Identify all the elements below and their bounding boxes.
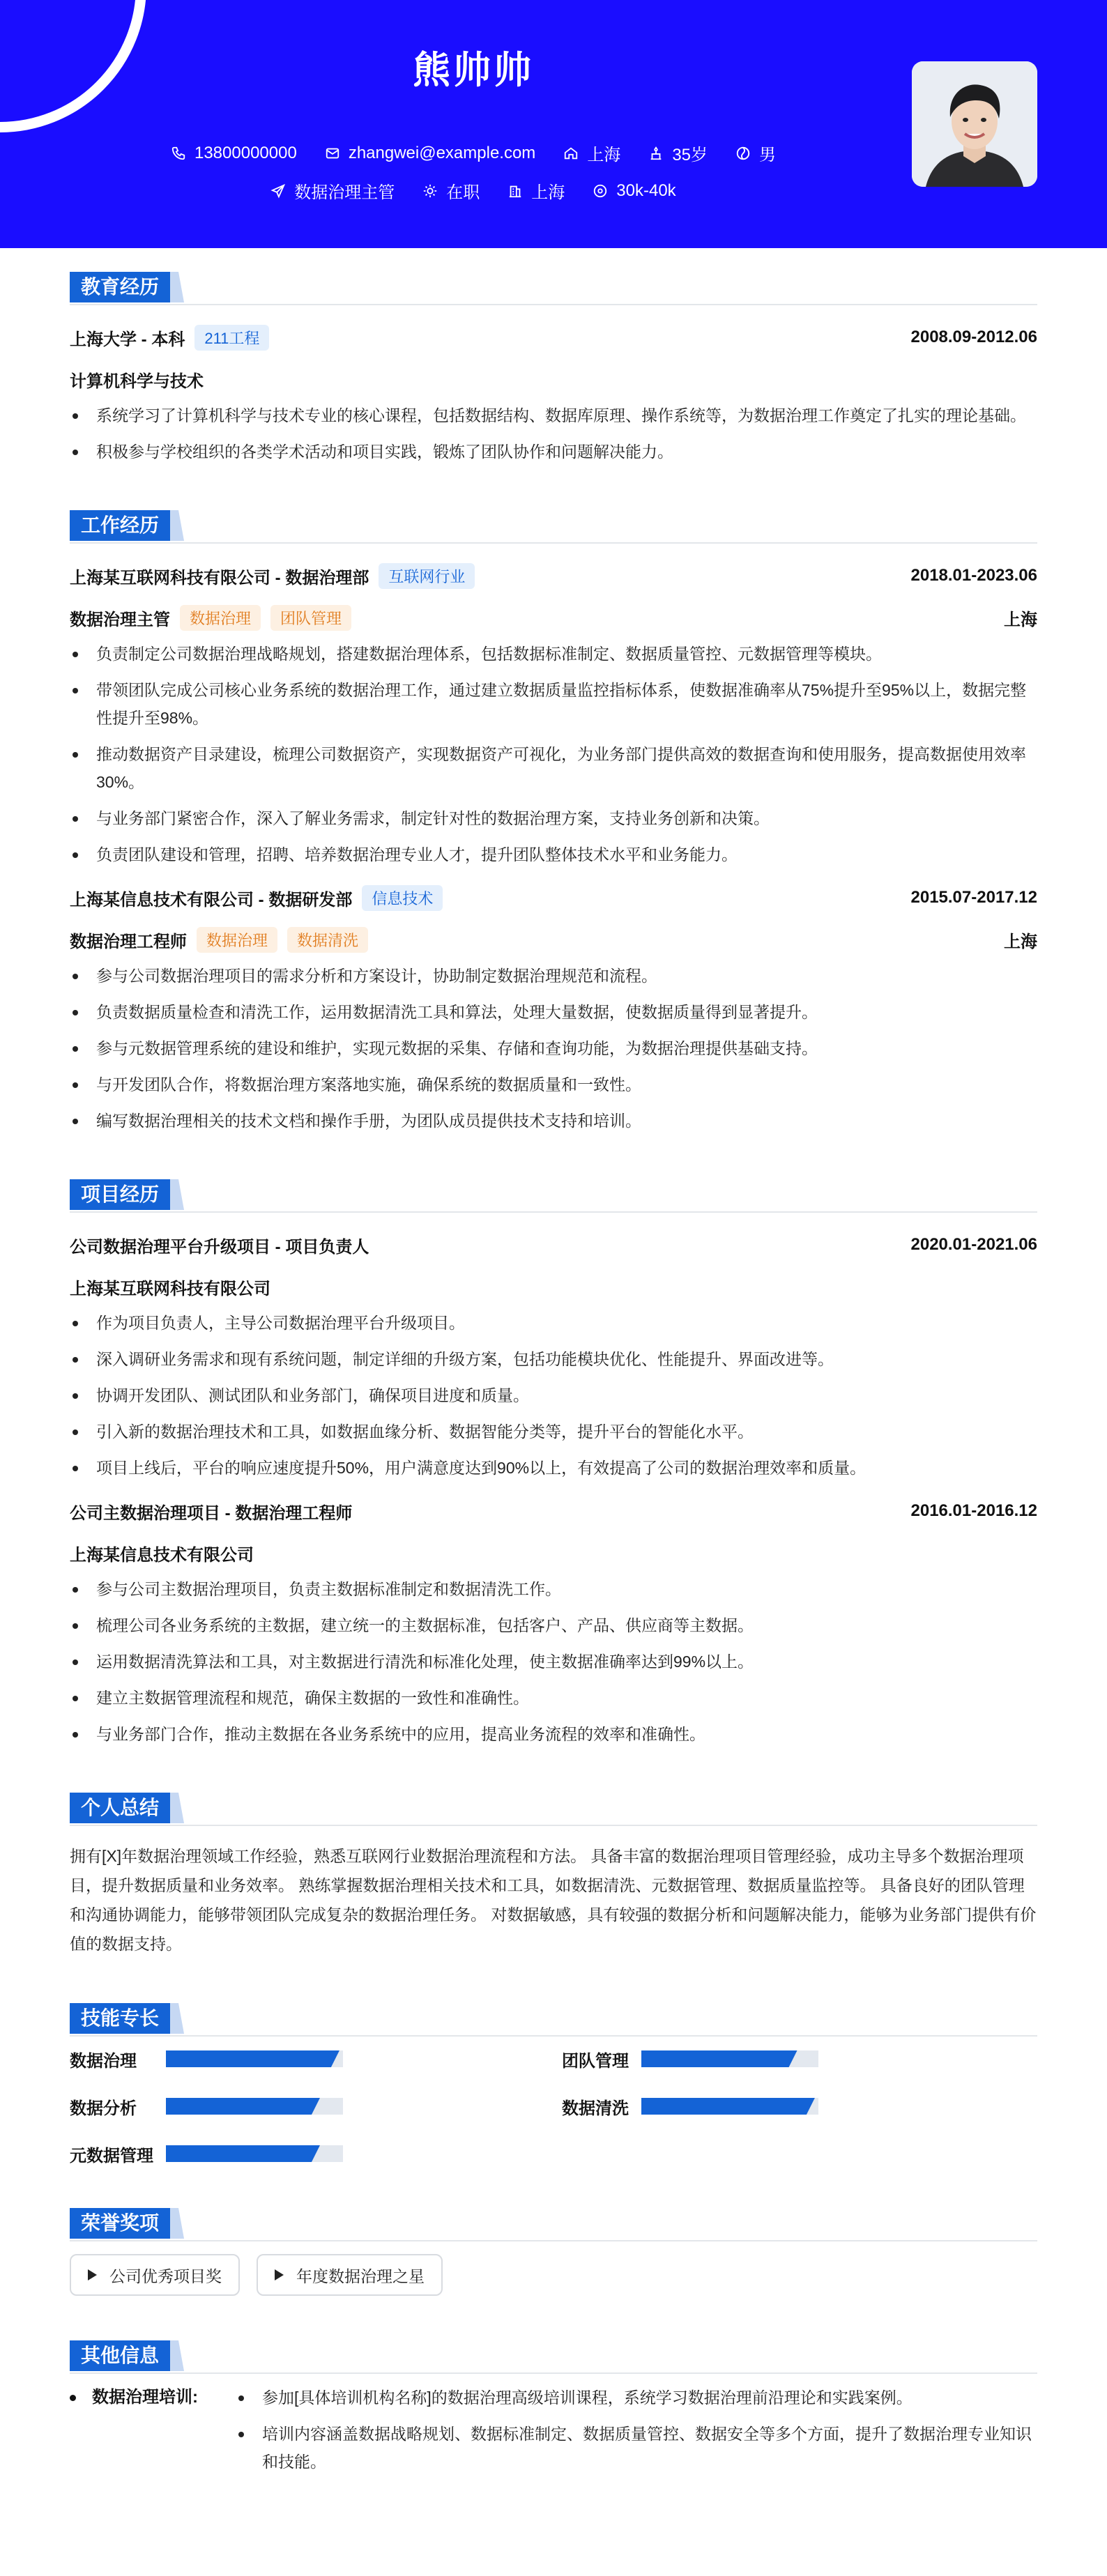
skill-name: 数据治理 <box>70 2051 137 2071</box>
other-bullets <box>236 2384 1037 2484</box>
other-section-title <box>70 2317 1037 2366</box>
skill-item <box>562 2049 1037 2069</box>
skill-bar-fill <box>166 2098 320 2115</box>
list-item: 负责制定公司数据治理战略规划，搭建数据治理体系，包括数据标准制定、数据质量管控、元数据管理等模块。 <box>70 640 1037 668</box>
email-info <box>325 144 536 163</box>
section-tag: 技能专长 <box>70 2003 170 2034</box>
resume-body <box>70 248 1037 2484</box>
skill-tag: 数据清洗 <box>287 927 368 953</box>
project-period: 2020.01-2021.06 <box>910 1235 1037 1254</box>
list-item: 参与公司数据治理项目的需求分析和方案设计，协助制定数据治理规范和流程。 <box>70 962 1037 990</box>
candidate-name: 熊帅帅 <box>413 49 534 91</box>
avatar <box>912 61 1037 187</box>
list-item: 引入新的数据治理技术和工具，如数据血缘分析、数据智能分类等，提升平台的智能化水平。 <box>70 1418 1037 1446</box>
list-item: 推动数据资产目录建设，梳理公司数据资产，实现数据资产可视化，为业务部门提供高效的数据查询和使用服务，提高数据使用效率30%。 <box>70 740 1037 796</box>
industry-tag: 信息技术 <box>362 885 443 911</box>
job-period: 2015.07-2017.12 <box>910 888 1037 907</box>
location-text: 上海 <box>587 146 621 164</box>
project-entry-1 <box>70 1231 1037 1482</box>
work-entry-2 <box>70 884 1037 1135</box>
skill-bar-fill <box>641 2050 797 2067</box>
skill-bar <box>166 2050 343 2067</box>
company-name: 上海某信息技术有限公司 - 数据研发部 <box>70 890 353 910</box>
list-item: 系统学习了计算机科学与技术专业的核心课程，包括数据结构、数据库原理、操作系统等，为数据治理工作奠定了扎实的理论基础。 <box>70 401 1037 429</box>
school-name: 上海大学 - 本科 <box>70 330 185 349</box>
major <box>70 365 1037 393</box>
position-text: 数据治理主管 <box>294 183 395 202</box>
award-badge <box>257 2254 443 2296</box>
age-text: 35岁 <box>672 146 708 164</box>
position-icon <box>270 183 286 199</box>
skill-item <box>70 2096 562 2116</box>
section-divider <box>70 304 1037 305</box>
skill-item <box>70 2144 562 2163</box>
city-info <box>507 178 565 203</box>
skill-tag: 数据治理 <box>197 927 277 953</box>
skills-section-title <box>70 1979 1037 2029</box>
age-icon <box>648 146 664 161</box>
education-entry <box>70 323 1037 466</box>
job-city: 上海 <box>1004 932 1037 951</box>
list-item: 与业务部门紧密合作，深入了解业务需求，制定针对性的数据治理方案，支持业务创新和决策。 <box>70 804 1037 832</box>
section-divider <box>70 2035 1037 2037</box>
section-divider <box>70 2240 1037 2241</box>
list-item: 负责团队建设和管理，招聘、培养数据治理专业人才，提升团队整体技术水平和业务能力。 <box>70 841 1037 868</box>
project-header <box>70 1231 1037 1259</box>
city-icon <box>507 183 523 199</box>
section-divider <box>70 2372 1037 2374</box>
location-info <box>563 141 620 165</box>
project-company-row <box>70 1539 1037 1567</box>
phone-text: 13800000000 <box>194 143 297 162</box>
status-text: 在职 <box>446 183 480 202</box>
skill-tag: 团队管理 <box>270 605 351 631</box>
skill-tag: 数据治理 <box>180 605 261 631</box>
list-item: 培训内容涵盖数据战略规划、数据标准制定、数据质量管控、数据安全等多个方面，提升了数据治理专业知识和技能。 <box>236 2420 1037 2476</box>
award-badge <box>70 2254 240 2296</box>
job-city: 上海 <box>1004 610 1037 629</box>
list-item: 建立主数据管理流程和规范，确保主数据的一致性和准确性。 <box>70 1684 1037 1712</box>
mail-icon <box>325 146 340 161</box>
section-tag: 个人总结 <box>70 1793 170 1823</box>
gender-info <box>735 141 776 165</box>
list-item: 梳理公司各业务系统的主数据，建立统一的主数据标准，包括客户、产品、供应商等主数据。 <box>70 1611 1037 1639</box>
email-text: zhangwei@example.com <box>348 143 536 162</box>
work-section-title <box>70 486 1037 536</box>
project-company: 上海某信息技术有限公司 <box>70 1545 254 1565</box>
city-text: 上海 <box>531 183 565 202</box>
project-entry-2 <box>70 1497 1037 1748</box>
job-header <box>70 562 1037 590</box>
salary-text: 30k-40k <box>616 181 676 200</box>
summary-section-title <box>70 1769 1037 1818</box>
status-info <box>422 178 480 203</box>
job-period: 2018.01-2023.06 <box>910 566 1037 585</box>
work-entry-1 <box>70 562 1037 868</box>
other-info <box>70 2384 1037 2484</box>
summary-text: 拥有[X]年数据治理领域工作经验，熟悉互联网行业数据治理流程和方法。 具备丰富的数据治理项目管理经验，成功主导多个数据治理项目，提升数据质量和业务效率。 熟练掌握数据治理相关技术和工具，如数据清洗、元数据管理、数据质量监控等。 具备良好的团队管理和沟通协调能力，能够带领团队完成复杂的数据治理任务。 对数据敏感，具有较强的数据分析和问题解决能力，能够为业务部门提供有价值的数据支持。 <box>70 1847 1037 1953</box>
status-icon <box>422 183 438 199</box>
job-bullets <box>70 640 1037 868</box>
list-item: 与开发团队合作，将数据治理方案落地实施，确保系统的数据质量和一致性。 <box>70 1071 1037 1098</box>
award-name: 年度数据治理之星 <box>296 2267 425 2285</box>
play-icon <box>88 2269 97 2280</box>
salary-icon <box>593 183 608 199</box>
company-name: 上海某互联网科技有限公司 - 数据治理部 <box>70 568 369 588</box>
phone-info <box>171 144 297 163</box>
list-item: 运用数据清洗算法和工具，对主数据进行清洗和标准化处理，使主数据准确率达到99%以上。 <box>70 1648 1037 1676</box>
contact-row <box>0 141 947 165</box>
job-bullets <box>70 962 1037 1135</box>
list-item: 项目上线后，平台的响应速度提升50%，用户满意度达到90%以上，有效提高了公司的数据治理效率和质量。 <box>70 1454 1037 1482</box>
section-tag: 项目经历 <box>70 1179 170 1210</box>
list-item: 作为项目负责人，主导公司数据治理平台升级项目。 <box>70 1309 1037 1337</box>
list-item: 编写数据治理相关的技术文档和操作手册，为团队成员提供技术支持和培训。 <box>70 1107 1037 1135</box>
major-name: 计算机科学与技术 <box>70 371 204 391</box>
education-period: 2008.09-2012.06 <box>910 328 1037 346</box>
age-info <box>648 141 708 165</box>
awards-list <box>70 2254 1037 2296</box>
job-role: 数据治理工程师 <box>70 932 187 951</box>
skill-name: 数据分析 <box>70 2099 137 2118</box>
project-bullets <box>70 1309 1037 1482</box>
gender-icon <box>735 146 751 161</box>
list-item: 与业务部门合作，推动主数据在各业务系统中的应用，提高业务流程的效率和准确性。 <box>70 1720 1037 1748</box>
project-company: 上海某互联网科技有限公司 <box>70 1279 270 1298</box>
skill-item <box>562 2096 1037 2116</box>
skills-grid <box>70 2049 1037 2163</box>
list-item: 参与公司主数据治理项目，负责主数据标准制定和数据清洗工作。 <box>70 1575 1037 1603</box>
skill-bar-fill <box>641 2098 815 2115</box>
job-role: 数据治理主管 <box>70 610 170 629</box>
home-icon <box>563 146 579 161</box>
job-intent-row <box>0 178 947 203</box>
skill-bar <box>641 2098 818 2115</box>
play-icon <box>275 2269 284 2280</box>
list-item: 参加[具体培训机构名称]的数据治理高级培训课程，系统学习数据治理前沿理论和实践案例。 <box>236 2384 1037 2412</box>
phone-icon <box>171 146 186 161</box>
school-tag: 211工程 <box>194 325 269 351</box>
skill-name: 元数据管理 <box>70 2146 153 2165</box>
section-tag: 教育经历 <box>70 272 170 302</box>
list-item: 积极参与学校组织的各类学术活动和项目实践，锻炼了团队协作和问题解决能力。 <box>70 438 1037 466</box>
skill-name: 数据清洗 <box>562 2099 629 2118</box>
project-header <box>70 1497 1037 1525</box>
gender-text: 男 <box>759 146 777 164</box>
section-tag: 其他信息 <box>70 2340 170 2371</box>
section-tag: 荣誉奖项 <box>70 2208 170 2239</box>
section-divider <box>70 1211 1037 1213</box>
position-info <box>270 178 395 203</box>
education-section-title <box>70 248 1037 298</box>
list-item: 协调开发团队、测试团队和业务部门，确保项目进度和质量。 <box>70 1381 1037 1409</box>
education-header <box>70 323 1037 351</box>
resume-header <box>0 0 1107 248</box>
skill-bar <box>641 2050 818 2067</box>
project-period: 2016.01-2016.12 <box>910 1501 1037 1520</box>
salary-info <box>593 181 675 201</box>
list-item: 深入调研业务需求和现有系统问题，制定详细的升级方案，包括功能模块优化、性能提升、界面改进等。 <box>70 1345 1037 1373</box>
education-bullets <box>70 401 1037 466</box>
award-name: 公司优秀项目奖 <box>109 2267 222 2285</box>
section-divider <box>70 542 1037 544</box>
honors-section-title <box>70 2184 1037 2234</box>
skill-bar <box>166 2145 343 2162</box>
skill-name: 团队管理 <box>562 2051 629 2071</box>
project-company-row <box>70 1273 1037 1301</box>
projects-section-title <box>70 1156 1037 1205</box>
avatar-portrait <box>912 61 1037 187</box>
industry-tag: 互联网行业 <box>379 563 475 589</box>
job-role-row <box>70 604 1037 631</box>
section-tag: 工作经历 <box>70 510 170 541</box>
skill-bar-fill <box>166 2050 339 2067</box>
project-name: 公司主数据治理项目 - 数据治理工程师 <box>70 1503 353 1523</box>
project-name: 公司数据治理平台升级项目 - 项目负责人 <box>70 1237 369 1257</box>
list-item: 带领团队完成公司核心业务系统的数据治理工作，通过建立数据质量监控指标体系，使数据准确率从75%提升至95%以上，数据完整性提升至98%。 <box>70 676 1037 732</box>
job-header <box>70 884 1037 912</box>
job-role-row <box>70 926 1037 953</box>
project-bullets <box>70 1575 1037 1748</box>
list-item: 负责数据质量检查和清洗工作，运用数据清洗工具和算法，处理大量数据，使数据质量得到显著提升。 <box>70 998 1037 1026</box>
list-item: 参与元数据管理系统的建设和维护，实现元数据的采集、存储和查询功能，为数据治理提供基础支持。 <box>70 1034 1037 1062</box>
section-divider <box>70 1825 1037 1826</box>
other-label: 数据治理培训: <box>70 2384 236 2484</box>
skill-bar <box>166 2098 343 2115</box>
skill-bar-fill <box>166 2145 320 2162</box>
skill-item <box>70 2049 562 2069</box>
